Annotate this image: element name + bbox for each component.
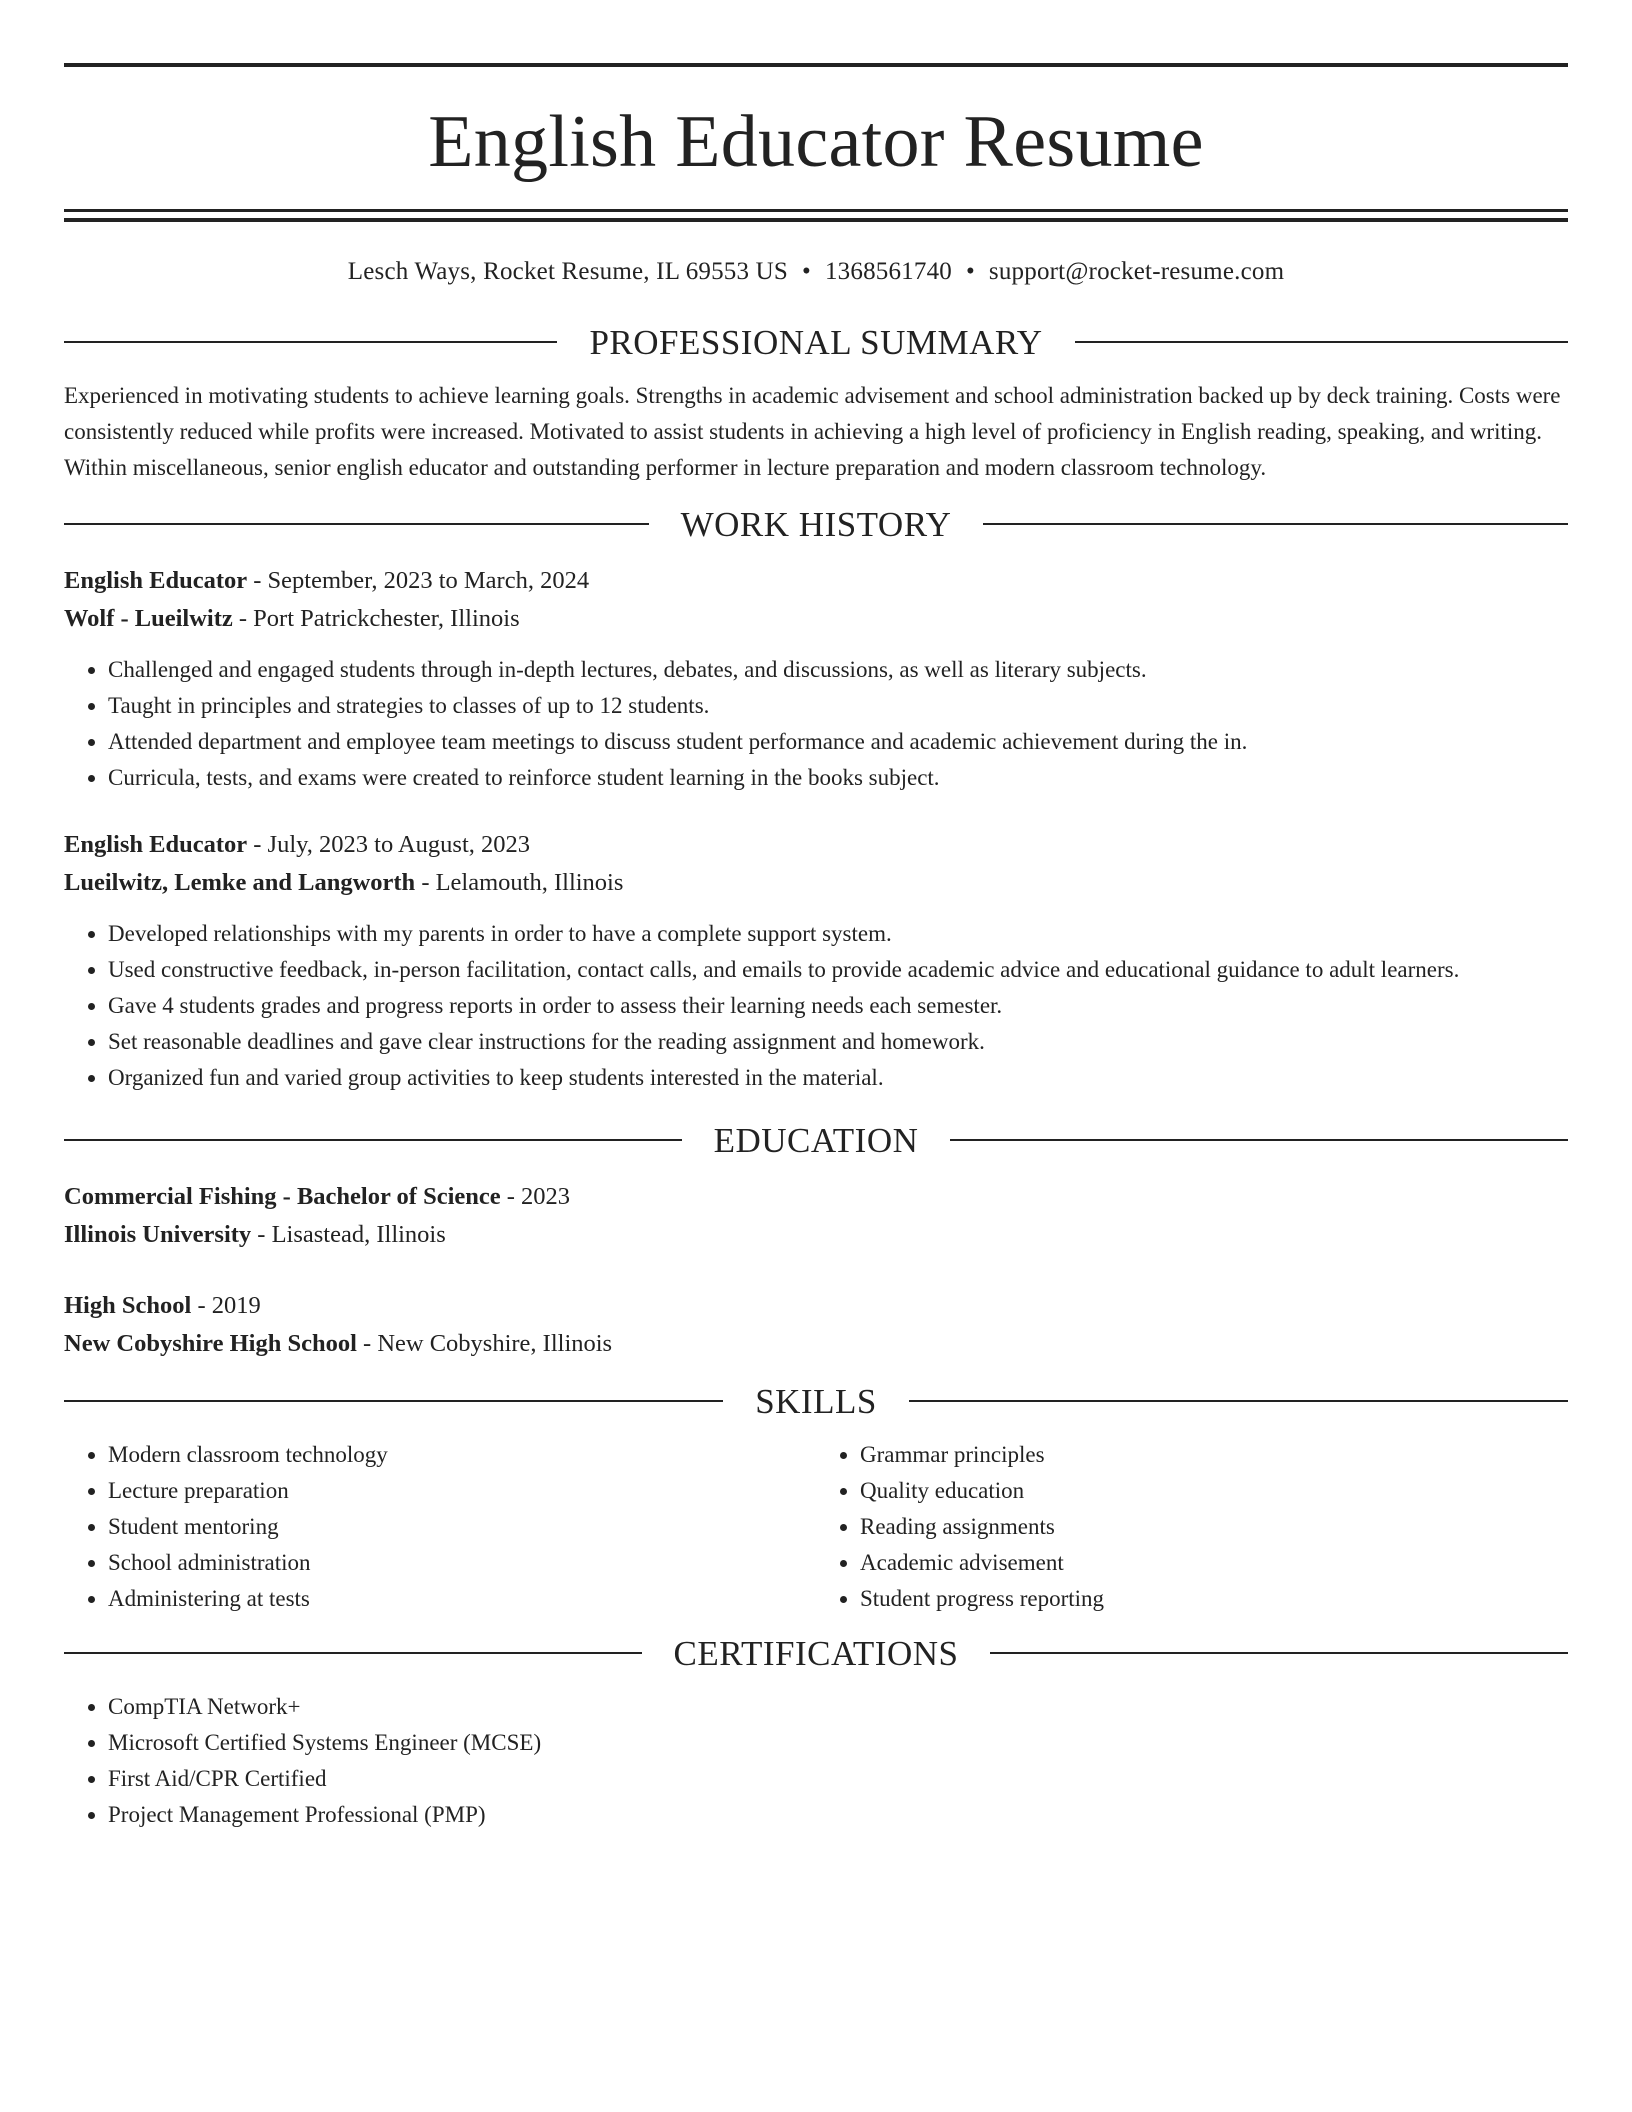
- list-item: • Taught in principles and strategies to classes of up to 12 students.: [108, 688, 1568, 724]
- certification-item: • Project Management Professional (PMP): [108, 1797, 1568, 1833]
- heading-rule: [950, 1139, 1568, 1141]
- contact-email[interactable]: support@rocket-resume.com: [988, 258, 1285, 285]
- job-company: Lueilwitz, Lemke and Langworth: [64, 869, 416, 896]
- education-heading: [64, 1178, 1568, 1216]
- job-company: Wolf - Lueilwitz: [64, 605, 233, 632]
- job-heading: [64, 562, 1568, 600]
- section-title: SKILLS: [755, 1381, 877, 1421]
- title-double-rule: [64, 209, 1568, 222]
- education-school: New Cobyshire High School: [64, 1330, 357, 1357]
- certification-item: • Microsoft Certified Systems Engineer (MCSE): [108, 1725, 1568, 1761]
- heading-rule: [1075, 341, 1568, 343]
- job-employer: [64, 600, 1568, 638]
- section-heading-certifications: [64, 1629, 1568, 1677]
- resume-title: English Educator Resume: [428, 101, 1204, 183]
- certifications-list: [64, 1689, 1568, 1833]
- section-title: EDUCATION: [713, 1120, 919, 1160]
- heading-rule: [64, 1400, 723, 1402]
- list-item: • Gave 4 students grades and progress reports in order to assess their learning needs each semester.: [108, 988, 1568, 1024]
- heading-rule: [64, 1652, 642, 1654]
- summary-paragraph: Experienced in motivating students to achieve learning goals. Strengths in academic advisement and school administration backed up by deck training. Costs were consistently reduced while profits were increased. Motivated to assist students in achieving a high level of proficiency in English reading, speaking, and writing. Within miscellaneous, senior english educator and outstanding performer in lecture preparation and modern classroom technology.: [64, 383, 1561, 480]
- top-rule: [64, 63, 1568, 67]
- list-item: • Developed relationships with my parents in order to have a complete support system.: [108, 916, 1568, 952]
- job-duties: [64, 916, 1568, 1096]
- education-year: - 2019: [191, 1292, 261, 1319]
- education-location: - New Cobyshire, Illinois: [356, 1330, 613, 1357]
- contact-separator: •: [802, 258, 811, 285]
- section-heading-education: [64, 1116, 1568, 1164]
- section-title: WORK HISTORY: [680, 504, 952, 544]
- skill-item: • Reading assignments: [860, 1509, 1568, 1545]
- certification-item: • First Aid/CPR Certified: [108, 1761, 1568, 1797]
- section-title: PROFESSIONAL SUMMARY: [589, 322, 1043, 362]
- education-location: - Lisastead, Illinois: [251, 1221, 446, 1248]
- skills-list-right: [816, 1437, 1568, 1617]
- heading-rule: [64, 1139, 682, 1141]
- job-employer: [64, 864, 1568, 902]
- skill-item: • Modern classroom technology: [108, 1437, 816, 1473]
- skill-item: • Lecture preparation: [108, 1473, 816, 1509]
- education-heading: [64, 1287, 1568, 1325]
- job-dates: - July, 2023 to August, 2023: [247, 831, 531, 858]
- heading-rule: [64, 341, 557, 343]
- heading-rule: [983, 523, 1568, 525]
- job-title: English Educator: [64, 567, 248, 594]
- skill-item: • Student progress reporting: [860, 1581, 1568, 1617]
- list-item: • Used constructive feedback, in-person facilitation, contact calls, and emails to provide academic advice and educational guidance to adult learners.: [108, 952, 1568, 988]
- list-item: • Attended department and employee team meetings to discuss student performance and academic achievement during the in.: [108, 724, 1568, 760]
- section-heading-summary: [64, 318, 1568, 366]
- certification-item: • CompTIA Network+: [108, 1689, 1568, 1725]
- job-location: - Port Patrickchester, Illinois: [232, 605, 520, 632]
- job-duties: [64, 652, 1568, 796]
- skill-item: • Student mentoring: [108, 1509, 816, 1545]
- skill-item: • Administering at tests: [108, 1581, 816, 1617]
- skill-item: • Grammar principles: [860, 1437, 1568, 1473]
- job-entry: [64, 562, 1568, 796]
- job-location: - Lelamouth, Illinois: [415, 869, 624, 896]
- job-title: English Educator: [64, 831, 248, 858]
- job-entry: [64, 826, 1568, 1096]
- list-item: • Organized fun and varied group activities to keep students interested in the material.: [108, 1060, 1568, 1096]
- job-heading: [64, 826, 1568, 864]
- heading-rule: [990, 1652, 1568, 1654]
- education-degree: High School: [64, 1292, 192, 1319]
- contact-separator: •: [965, 258, 975, 285]
- education-school-line: [64, 1325, 1568, 1363]
- section-heading-work: [64, 500, 1568, 548]
- contact-address: Lesch Ways, Rocket Resume, IL 69553 US: [347, 258, 789, 285]
- contact-phone[interactable]: 1368561740: [824, 258, 952, 285]
- skills-columns: [64, 1437, 1568, 1617]
- certifications-block: [64, 1689, 1568, 1833]
- job-dates: - September, 2023 to March, 2024: [247, 567, 590, 594]
- education-entry: [64, 1287, 1568, 1363]
- contact-line: [64, 256, 1568, 288]
- education-school: Illinois University: [64, 1221, 252, 1248]
- education-degree: Commercial Fishing - Bachelor of Science: [64, 1183, 501, 1210]
- education-entry: [64, 1178, 1568, 1254]
- section-title: CERTIFICATIONS: [673, 1633, 959, 1673]
- heading-rule: [64, 523, 649, 525]
- education-year: - 2023: [500, 1183, 571, 1210]
- skills-list-left: [64, 1437, 816, 1617]
- section-heading-skills: [64, 1377, 1568, 1425]
- list-item: • Set reasonable deadlines and gave clear instructions for the reading assignment and homework.: [108, 1024, 1568, 1060]
- skill-item: • Quality education: [860, 1473, 1568, 1509]
- skill-item: • Academic advisement: [860, 1545, 1568, 1581]
- skill-item: • School administration: [108, 1545, 816, 1581]
- heading-rule: [909, 1400, 1568, 1402]
- list-item: • Curricula, tests, and exams were created to reinforce student learning in the books subject.: [108, 760, 1568, 796]
- education-school-line: [64, 1216, 1568, 1254]
- list-item: • Challenged and engaged students through in-depth lectures, debates, and discussions, as well as literary subjects.: [108, 652, 1568, 688]
